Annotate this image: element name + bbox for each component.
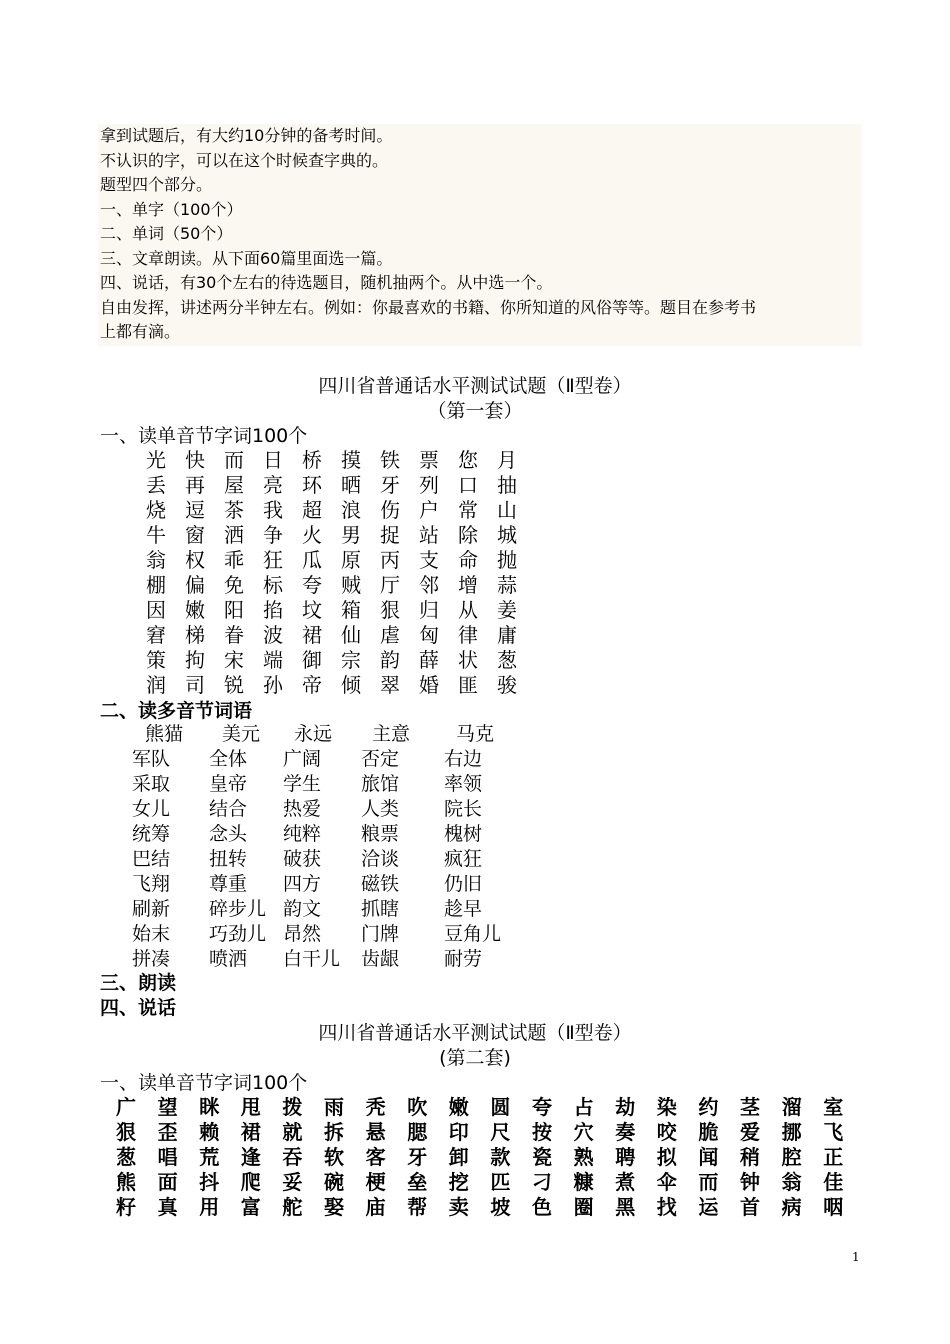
set1-title: 四川省普通话水平测试试题（Ⅱ型卷） (318, 375, 632, 397)
char-cell: 增 (458, 573, 478, 597)
char-cell: 从 (458, 598, 478, 622)
intro-line: 题型四个部分。 (100, 175, 213, 194)
char-cell: 端 (263, 648, 283, 672)
char-cell: 舵 (282, 1195, 303, 1219)
char-cell: 溜 (781, 1095, 802, 1119)
char-row (0, 498, 950, 523)
char-cell: 闻 (698, 1145, 719, 1169)
char-cell: 茶 (224, 498, 244, 522)
word-cell: 抓瞎 (361, 898, 400, 920)
char-cell: 秃 (365, 1095, 386, 1119)
char-cell: 垒 (407, 1170, 428, 1194)
word-cell: 喷洒 (209, 948, 248, 970)
char-cell: 瓷 (532, 1145, 552, 1169)
char-cell: 列 (419, 473, 439, 497)
char-cell: 因 (146, 598, 166, 622)
word-cell: 纯粹 (283, 823, 322, 845)
char-cell: 挪 (781, 1120, 802, 1144)
char-cell: 广 (116, 1095, 136, 1119)
char-cell: 卖 (448, 1195, 469, 1219)
char-cell: 权 (185, 548, 205, 572)
word-cell: 永远 (294, 723, 333, 745)
word-cell: 巧劲儿 (209, 923, 267, 945)
char-cell: 就 (282, 1120, 303, 1144)
char-cell: 嫩 (185, 598, 205, 622)
char-cell: 桥 (302, 448, 322, 472)
char-cell: 咬 (656, 1120, 677, 1144)
char-cell: 铁 (380, 448, 400, 472)
word-cell: 门牌 (361, 923, 400, 945)
word-cell: 念头 (209, 823, 248, 845)
char-cell: 光 (146, 448, 166, 472)
set1-word-grid (0, 722, 950, 972)
intro-line: 一、单字（100个） (100, 199, 243, 219)
char-cell: 仙 (341, 623, 361, 647)
char-cell: 环 (302, 473, 322, 497)
char-row (0, 1095, 950, 1120)
char-cell: 命 (458, 548, 478, 572)
char-cell: 山 (497, 498, 517, 522)
word-cell: 马克 (456, 723, 495, 745)
char-cell: 帝 (302, 673, 322, 697)
word-cell: 军队 (132, 748, 171, 770)
char-cell: 梗 (365, 1170, 386, 1194)
char-cell: 虐 (380, 623, 400, 647)
char-cell: 邻 (419, 573, 439, 597)
char-cell: 司 (185, 673, 205, 697)
char-row (0, 1170, 950, 1195)
char-cell: 争 (263, 523, 283, 547)
char-cell: 葱 (116, 1145, 136, 1169)
char-cell: 除 (458, 523, 478, 547)
word-cell: 热爱 (283, 798, 322, 820)
char-cell: 拨 (282, 1095, 303, 1119)
char-cell: 爬 (240, 1170, 261, 1194)
word-cell: 右边 (444, 748, 483, 770)
char-cell: 城 (497, 523, 517, 547)
word-row (0, 722, 950, 747)
char-cell: 牙 (380, 473, 400, 497)
word-cell: 院长 (444, 798, 483, 820)
char-cell: 钟 (740, 1170, 760, 1194)
set1-subtitle: （第一套） (427, 400, 523, 422)
char-cell: 卸 (448, 1145, 469, 1169)
word-cell: 四方 (283, 873, 322, 895)
char-cell: 月 (497, 448, 517, 472)
set2-title: 四川省普通话水平测试试题（Ⅱ型卷） (318, 1022, 632, 1044)
char-cell: 状 (458, 648, 478, 672)
char-cell: 抛 (497, 548, 517, 572)
char-cell: 眷 (224, 623, 244, 647)
char-row (0, 673, 950, 698)
char-cell: 约 (698, 1095, 719, 1119)
set1-section-1-heading: 一、读单音节字词100个 (100, 425, 308, 447)
char-row (0, 1195, 950, 1220)
char-cell: 日 (263, 448, 283, 472)
char-cell: 贼 (341, 573, 361, 597)
char-cell: 快 (185, 448, 205, 472)
word-cell: 飞翔 (132, 873, 171, 895)
word-row (0, 872, 950, 897)
char-cell: 浪 (341, 498, 361, 522)
char-cell: 支 (419, 548, 439, 572)
intro-notes (98, 124, 862, 346)
char-cell: 我 (263, 498, 283, 522)
char-cell: 吞 (282, 1145, 303, 1169)
char-cell: 按 (532, 1120, 552, 1144)
char-cell: 庸 (497, 623, 517, 647)
char-cell: 偏 (185, 573, 205, 597)
word-cell: 仍旧 (444, 873, 483, 895)
char-cell: 拆 (324, 1120, 344, 1144)
word-cell: 旅馆 (361, 773, 400, 795)
char-cell: 狠 (116, 1120, 136, 1144)
char-cell: 找 (656, 1195, 677, 1219)
word-cell: 刷新 (132, 898, 171, 920)
set2-char-grid (0, 1095, 950, 1220)
char-cell: 望 (157, 1095, 178, 1119)
char-cell: 真 (157, 1195, 178, 1219)
intro-line: 自由发挥，讲述两分半钟左右。例如：你最喜欢的书籍、你所知道的风俗等等。题目在参考书 (100, 297, 757, 317)
char-cell: 牛 (146, 523, 166, 547)
char-cell: 男 (341, 523, 361, 547)
word-cell: 人类 (361, 798, 400, 820)
char-cell: 站 (419, 523, 439, 547)
char-cell: 聘 (615, 1145, 636, 1169)
char-row (0, 548, 950, 573)
intro-line: 拿到试题后，有大约10分钟的备考时间。 (100, 126, 393, 145)
char-cell: 首 (740, 1195, 760, 1219)
set1-char-grid (0, 448, 950, 698)
char-cell: 坟 (302, 598, 322, 622)
word-cell: 疯狂 (444, 848, 483, 870)
word-cell: 巴结 (132, 848, 171, 870)
char-row (0, 1120, 950, 1145)
word-cell: 始末 (132, 923, 171, 945)
char-cell: 腔 (781, 1145, 802, 1169)
word-cell: 昂然 (283, 923, 322, 945)
char-cell: 倾 (341, 673, 361, 697)
char-cell: 婚 (419, 673, 439, 697)
char-cell: 佳 (823, 1170, 844, 1194)
char-cell: 荒 (199, 1145, 220, 1169)
word-row (0, 772, 950, 797)
char-cell: 窗 (185, 523, 205, 547)
char-row (0, 473, 950, 498)
char-cell: 爱 (740, 1120, 760, 1144)
char-cell: 刁 (532, 1170, 552, 1194)
word-cell: 粮票 (361, 823, 400, 845)
char-cell: 姜 (497, 598, 517, 622)
char-cell: 翠 (380, 673, 400, 697)
char-cell: 染 (656, 1095, 677, 1119)
set2-subtitle: (第二套) (439, 1047, 511, 1069)
char-cell: 软 (324, 1145, 344, 1169)
char-cell: 赖 (199, 1120, 220, 1144)
char-cell: 穴 (573, 1120, 594, 1144)
char-cell: 亮 (263, 473, 283, 497)
char-row (0, 523, 950, 548)
char-cell: 火 (302, 523, 322, 547)
char-cell: 印 (448, 1120, 469, 1144)
intro-line: 二、单词（50个） (100, 224, 233, 243)
char-cell: 正 (823, 1145, 844, 1169)
char-cell: 翁 (146, 548, 166, 572)
char-cell: 匪 (458, 673, 478, 697)
char-cell: 策 (146, 648, 166, 672)
char-cell: 雨 (324, 1095, 344, 1119)
char-cell: 抖 (199, 1170, 220, 1194)
char-cell: 户 (419, 498, 439, 522)
word-row (0, 822, 950, 847)
char-cell: 劫 (615, 1095, 636, 1119)
char-cell: 宗 (341, 648, 361, 672)
word-row (0, 897, 950, 922)
char-cell: 拟 (656, 1145, 677, 1169)
char-cell: 占 (573, 1095, 594, 1119)
char-cell: 票 (419, 448, 439, 472)
char-cell: 妥 (282, 1170, 303, 1194)
word-cell: 皇帝 (209, 773, 248, 795)
char-cell: 律 (458, 623, 478, 647)
char-cell: 再 (185, 473, 205, 497)
char-row (0, 623, 950, 648)
char-cell: 逢 (240, 1145, 261, 1169)
char-cell: 摸 (341, 448, 361, 472)
char-cell: 室 (823, 1095, 844, 1119)
char-cell: 宋 (224, 648, 244, 672)
char-cell: 稍 (740, 1145, 760, 1169)
char-cell: 屋 (224, 473, 244, 497)
char-cell: 唱 (157, 1145, 178, 1169)
char-cell: 翁 (781, 1170, 802, 1194)
char-cell: 标 (263, 573, 283, 597)
char-cell: 熊 (116, 1170, 136, 1194)
char-cell: 烧 (146, 498, 166, 522)
char-cell: 您 (458, 448, 478, 472)
char-cell: 牙 (407, 1145, 428, 1169)
char-cell: 抽 (497, 473, 517, 497)
char-cell: 棚 (146, 573, 166, 597)
set2-section-1-heading: 一、读单音节字词100个 (100, 1072, 308, 1094)
char-cell: 锐 (224, 673, 244, 697)
char-cell: 圈 (573, 1195, 594, 1219)
char-cell: 伤 (380, 498, 400, 522)
char-cell: 蒜 (497, 573, 517, 597)
char-cell: 逗 (185, 498, 205, 522)
char-cell: 捉 (380, 523, 400, 547)
char-cell: 厅 (380, 573, 400, 597)
char-cell: 而 (224, 448, 244, 472)
word-cell: 美元 (222, 723, 261, 745)
char-cell: 圆 (490, 1095, 511, 1119)
char-cell: 富 (240, 1195, 261, 1219)
char-cell: 款 (490, 1145, 511, 1169)
word-cell: 齿龈 (361, 948, 400, 970)
char-cell: 夸 (532, 1095, 552, 1119)
word-cell: 广阔 (283, 748, 322, 770)
word-cell: 学生 (283, 773, 322, 795)
word-cell: 碎步儿 (209, 898, 267, 920)
char-cell: 洒 (224, 523, 244, 547)
char-cell: 归 (419, 598, 439, 622)
char-cell: 挖 (448, 1170, 469, 1194)
word-cell: 趁早 (444, 898, 483, 920)
char-cell: 娶 (324, 1195, 344, 1219)
word-row (0, 747, 950, 772)
char-cell: 夸 (302, 573, 322, 597)
char-cell: 御 (302, 648, 322, 672)
char-cell: 狠 (380, 598, 400, 622)
char-cell: 飞 (823, 1120, 844, 1144)
char-cell: 常 (458, 498, 478, 522)
char-cell: 尺 (490, 1120, 511, 1144)
char-cell: 熟 (573, 1145, 594, 1169)
char-cell: 瓜 (302, 548, 322, 572)
char-cell: 裙 (302, 623, 322, 647)
char-row (0, 648, 950, 673)
char-cell: 面 (157, 1170, 178, 1194)
char-cell: 歪 (157, 1120, 178, 1144)
word-cell: 槐树 (444, 823, 483, 845)
char-cell: 原 (341, 548, 361, 572)
word-cell: 熊猫 (145, 723, 184, 745)
char-cell: 悬 (365, 1120, 386, 1144)
word-row (0, 847, 950, 872)
char-cell: 孙 (263, 673, 283, 697)
char-cell: 甩 (240, 1095, 261, 1119)
char-cell: 客 (365, 1145, 386, 1169)
char-cell: 籽 (116, 1195, 136, 1219)
char-cell: 薛 (419, 648, 439, 672)
intro-line: 上都有滴。 (100, 322, 181, 341)
char-cell: 腮 (407, 1120, 428, 1144)
char-cell: 运 (698, 1195, 719, 1219)
char-cell: 波 (263, 623, 283, 647)
word-cell: 破获 (283, 848, 322, 870)
word-cell: 全体 (209, 748, 248, 770)
char-cell: 脆 (698, 1120, 719, 1144)
char-cell: 梯 (185, 623, 205, 647)
char-cell: 帮 (407, 1195, 428, 1219)
char-cell: 病 (781, 1195, 802, 1219)
char-cell: 黑 (615, 1195, 636, 1219)
char-cell: 箱 (341, 598, 361, 622)
char-cell: 坡 (490, 1195, 511, 1219)
char-cell: 拘 (185, 648, 205, 672)
intro-line: 四、说话，有30个左右的待选题目，随机抽两个。从中选一个。 (100, 273, 553, 292)
word-row (0, 922, 950, 947)
char-cell: 茎 (740, 1095, 760, 1119)
word-cell: 扭转 (209, 848, 248, 870)
char-cell: 匹 (490, 1170, 511, 1194)
char-cell: 丢 (146, 473, 166, 497)
char-cell: 而 (698, 1170, 719, 1194)
char-cell: 糠 (573, 1170, 594, 1194)
char-row (0, 598, 950, 623)
char-cell: 狂 (263, 548, 283, 572)
intro-line: 不认识的字，可以在这个时候查字典的。 (100, 150, 389, 170)
char-cell: 眯 (199, 1095, 220, 1119)
char-cell: 窘 (146, 623, 166, 647)
set1-section-4-heading: 四、说话 (100, 997, 177, 1019)
char-cell: 乖 (224, 548, 244, 572)
word-cell: 女儿 (132, 798, 171, 820)
set1-section-3-heading: 三、朗读 (100, 972, 177, 994)
char-cell: 伞 (656, 1170, 677, 1194)
word-cell: 磁铁 (361, 873, 400, 895)
char-cell: 晒 (341, 473, 361, 497)
char-cell: 韵 (380, 648, 400, 672)
word-cell: 韵文 (283, 898, 322, 920)
word-cell: 统筹 (132, 823, 171, 845)
word-row (0, 947, 950, 972)
page-number: 1 (852, 1250, 860, 1264)
word-cell: 采取 (132, 773, 171, 795)
word-row (0, 797, 950, 822)
char-cell: 庙 (365, 1195, 386, 1219)
word-cell: 尊重 (209, 873, 248, 895)
word-cell: 拼凑 (132, 948, 171, 970)
char-cell: 免 (224, 573, 244, 597)
char-cell: 掐 (263, 598, 283, 622)
char-row (0, 1145, 950, 1170)
word-cell: 率领 (444, 773, 483, 795)
intro-line: 三、文章朗读。从下面60篇里面选一篇。 (100, 248, 393, 268)
word-cell: 白干儿 (283, 948, 341, 970)
word-cell: 结合 (209, 798, 248, 820)
char-cell: 裙 (240, 1120, 261, 1144)
char-cell: 用 (199, 1195, 220, 1219)
word-cell: 豆角儿 (444, 923, 502, 945)
char-cell: 润 (146, 673, 166, 697)
word-cell: 主意 (372, 723, 411, 745)
set1-section-2-heading: 二、读多音节词语 (100, 700, 253, 722)
char-cell: 阳 (224, 598, 244, 622)
char-cell: 口 (458, 473, 478, 497)
word-cell: 耐劳 (444, 948, 483, 970)
char-row (0, 448, 950, 473)
char-cell: 色 (532, 1195, 552, 1219)
char-cell: 奏 (615, 1120, 636, 1144)
word-cell: 否定 (361, 748, 400, 770)
char-cell: 煮 (615, 1170, 636, 1194)
char-cell: 吹 (407, 1095, 428, 1119)
word-cell: 洽谈 (361, 848, 400, 870)
char-cell: 匈 (419, 623, 439, 647)
char-cell: 咽 (823, 1195, 844, 1219)
char-cell: 葱 (497, 648, 517, 672)
char-cell: 骏 (497, 673, 517, 697)
char-cell: 碗 (324, 1170, 344, 1194)
char-cell: 丙 (380, 548, 400, 572)
char-row (0, 573, 950, 598)
char-cell: 超 (302, 498, 322, 522)
char-cell: 嫩 (448, 1095, 469, 1119)
